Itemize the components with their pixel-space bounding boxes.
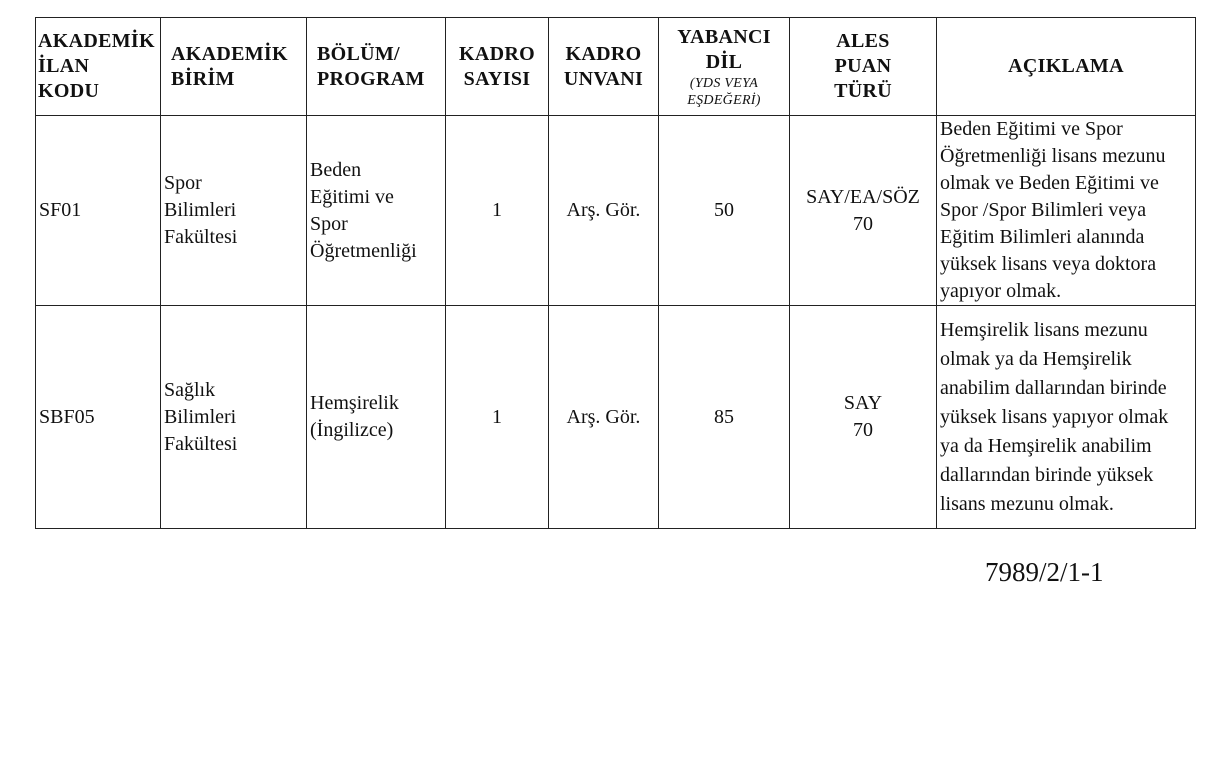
- cell-birim: Spor Bilimleri Fakültesi: [161, 116, 307, 306]
- cell-code: SF01: [36, 116, 161, 306]
- ilan-table: [35, 17, 1196, 529]
- cell-bolum: Beden Eğitimi ve Spor Öğretmenliği: [307, 116, 446, 306]
- table-row: [36, 116, 1196, 306]
- cell-yabanci-dil: 50: [659, 116, 790, 306]
- cell-code: SBF05: [36, 306, 161, 529]
- header-ilan-kodu: AKADEMİK İLAN KODU: [36, 18, 161, 116]
- header-bolum: BÖLÜM/ PROGRAM: [307, 18, 446, 116]
- table-row: [36, 306, 1196, 529]
- cell-ales: SAY 70: [790, 306, 937, 529]
- cell-kadro-sayisi: 1: [446, 116, 549, 306]
- header-row: [36, 18, 1196, 116]
- header-aciklama: AÇIKLAMA: [937, 18, 1196, 116]
- header-yabanci-dil: YABANCI DİL (YDS VEYA EŞDEĞERİ): [659, 18, 790, 116]
- document-number: 7989/2/1-1: [985, 557, 1104, 587]
- header-kadro-sayisi: KADRO SAYISI: [446, 18, 549, 116]
- cell-kadro-unvani: Arş. Gör.: [549, 306, 659, 529]
- cell-aciklama: Beden Eğitimi ve Spor Öğretmenliği lisans mezunu olmak ve Beden Eğitimi ve Spor /Spor Bilimleri veya Eğitim Bilimleri alanında yüksek lisans veya doktora yapıyor olmak.: [937, 116, 1196, 306]
- header-kadro-unvani: KADRO UNVANI: [549, 18, 659, 116]
- header-birim: AKADEMİK BİRİM: [161, 18, 307, 116]
- cell-kadro-sayisi: 1: [446, 306, 549, 529]
- cell-bolum: Hemşirelik (İngilizce): [307, 306, 446, 529]
- header-ales: ALES PUAN TÜRÜ: [790, 18, 937, 116]
- cell-yabanci-dil: 85: [659, 306, 790, 529]
- cell-kadro-unvani: Arş. Gör.: [549, 116, 659, 306]
- cell-ales: SAY/EA/SÖZ 70: [790, 116, 937, 306]
- cell-birim: Sağlık Bilimleri Fakültesi: [161, 306, 307, 529]
- cell-aciklama: Hemşirelik lisans mezunu olmak ya da Hemşirelik anabilim dallarından birinde yüksek lisans yapıyor olmak ya da Hemşirelik anabilim dallarından birinde yüksek lisans mezunu olmak.: [937, 306, 1196, 529]
